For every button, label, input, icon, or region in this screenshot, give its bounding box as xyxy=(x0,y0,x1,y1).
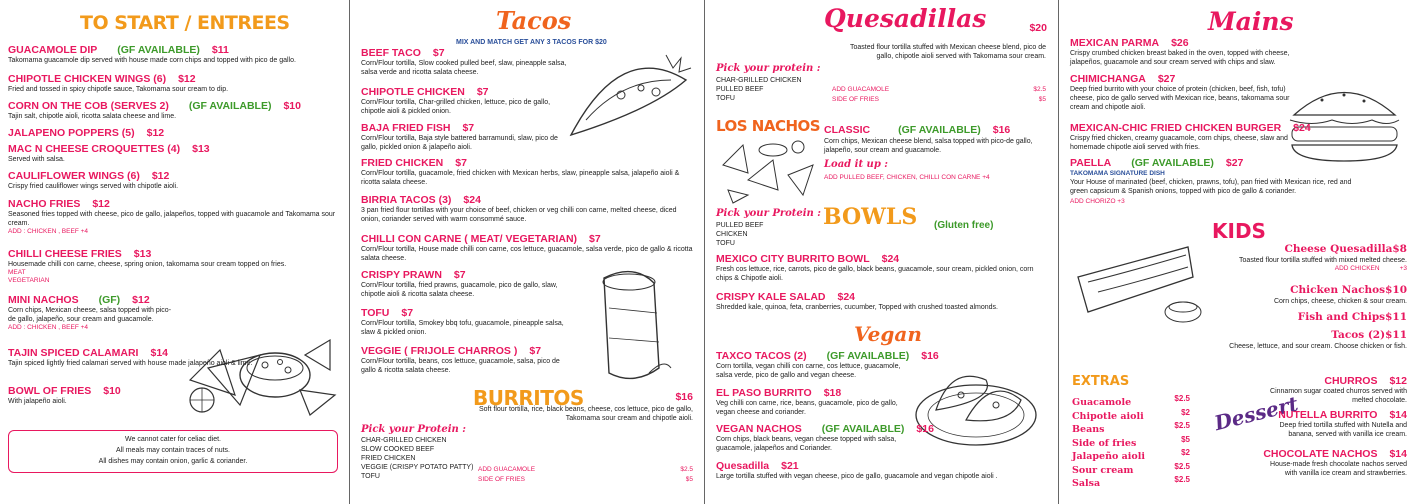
item-name: MEXICO CITY BURRITO BOWL xyxy=(716,253,870,265)
note-line: All dishes may contain onion, garlic & coriander. xyxy=(98,458,248,465)
item-name: MEXICAN-CHIC FRIED CHICKEN BURGER xyxy=(1070,122,1282,134)
item-desc: Corn/Flour tortilla, fried prawns, guacamole, pico de gallo, slaw, chipotle aioli & ricotta salata cheese. xyxy=(361,282,558,298)
item-desc: House-made fresh chocolate nachos served with vanilla ice cream and strawberries. xyxy=(1270,461,1407,477)
gf-label: (GF AVAILABLE) xyxy=(117,44,200,56)
panel-mains xyxy=(1060,0,1415,504)
item-price: $27 xyxy=(1225,157,1244,169)
item-price: $14 xyxy=(1389,409,1407,421)
item-title xyxy=(8,143,340,155)
kids-item xyxy=(1207,243,1407,273)
quesadillas-addon xyxy=(832,96,1046,104)
protein-option: SLOW COOKED BEEF xyxy=(361,446,435,453)
burritos-protein-list xyxy=(361,436,473,481)
item-desc: Tajin spiced lightly fried calamari served with house made jalapeño aioli & lime. xyxy=(8,360,253,367)
item-name: CLASSIC xyxy=(824,124,871,136)
section-title-kids: KIDS xyxy=(1212,219,1266,243)
addon-label: SIDE OF FRIES xyxy=(832,96,879,103)
item-desc: Crispy crumbed chicken breast baked in the oven, topped with cheese, jalapeños, guacamole and sour cream served with chips and slaw. xyxy=(1070,50,1290,66)
item-desc: Veg chilli con carne, rice, beans, guacamole, pico de gallo, vegan cheese and coriander. xyxy=(716,400,898,416)
item-price: $12 xyxy=(151,170,170,182)
kids-item xyxy=(1207,284,1407,306)
burritos-addon-label: ADD GUACAMOLE xyxy=(478,466,536,473)
gf-label: (GF AVAILABLE) xyxy=(821,423,905,435)
nachos-classic-name xyxy=(824,124,1010,136)
note-line: We cannot cater for celiac diet. xyxy=(125,436,221,443)
item-name: BEEF TACO xyxy=(361,47,421,59)
item-name: CAULIFLOWER WINGS (6) xyxy=(8,170,140,182)
vegan-item xyxy=(716,460,1046,481)
item-title xyxy=(8,347,340,359)
item-desc: With jalapeño aioli. xyxy=(8,398,67,405)
item-name: Fish and Chips xyxy=(1297,311,1386,323)
menu-item xyxy=(8,73,340,94)
item-price: $10 xyxy=(283,100,301,112)
section-title-quesadillas: Quesadillas xyxy=(824,4,987,33)
item-name: MINI NACHOS xyxy=(8,294,79,306)
item-title xyxy=(8,248,340,260)
item-name: JALAPENO POPPERS (5) xyxy=(8,127,135,139)
item-name: TAJIN SPICED CALAMARI xyxy=(8,347,139,359)
item-price: $18 xyxy=(823,387,842,399)
item-title xyxy=(716,253,1046,265)
protein-option: FRIED CHICKEN xyxy=(361,455,416,462)
section-title-extras: EXTRAS xyxy=(1072,374,1130,389)
menu-item xyxy=(8,143,340,164)
bowls-subtitle: (Gluten free) xyxy=(934,220,994,231)
item-addon: ADD : CHICKEN , BEEF +4 xyxy=(8,228,89,235)
vegan-plate-illustration xyxy=(911,360,1041,450)
item-desc: Corn chips, cheese, chicken & sour cream. xyxy=(1273,298,1407,305)
item-title xyxy=(716,350,939,362)
item-desc: Crispy fried chicken, creamy guacamole, corn chips, cheese, slaw and homemade chipotle aioli served with fries. xyxy=(1070,135,1288,151)
menu-item xyxy=(8,294,178,332)
item-addon xyxy=(1207,265,1407,273)
item-name: CHILLI CHEESE FRIES xyxy=(8,248,122,260)
main-item xyxy=(1070,122,1311,152)
item-title xyxy=(8,100,340,112)
item-name: MEXICAN PARMA xyxy=(1070,37,1160,49)
quesadillas-addon xyxy=(832,86,1046,94)
item-price: $7 xyxy=(432,47,445,59)
item-title xyxy=(1207,243,1407,256)
item-desc: Corn/Flour tortilla, Smokey bbq tofu, guacamole, pineapple salsa, slaw & pickled onion. xyxy=(361,320,564,336)
item-price: $11 xyxy=(1385,311,1407,323)
menu-item xyxy=(361,345,576,375)
item-title xyxy=(8,170,340,182)
item-option: MEAT xyxy=(8,269,26,276)
item-price: $12 xyxy=(132,294,150,306)
item-price: $7 xyxy=(529,345,542,357)
section-title-burritos: BURRITOS xyxy=(473,386,584,410)
bowl-item xyxy=(716,291,1046,312)
item-name: FRIED CHICKEN xyxy=(361,157,444,169)
item-price: $21 xyxy=(781,460,799,472)
addon-price: $5 xyxy=(1038,96,1046,103)
vegan-item xyxy=(716,350,939,380)
nachos-load-label: Load it up : xyxy=(824,159,888,170)
item-price: $24 xyxy=(1293,122,1311,134)
vegan-item xyxy=(716,387,906,417)
dessert-item xyxy=(1262,375,1407,405)
item-name: MAC N CHEESE CROQUETTES (4) xyxy=(8,143,181,155)
item-price: $12 xyxy=(146,127,165,139)
item-price: $12 xyxy=(178,73,196,85)
menu-item xyxy=(8,198,340,236)
menu-item xyxy=(8,100,340,121)
item-price: $11 xyxy=(211,44,229,56)
item-addon: ADD CHORIZO +3 xyxy=(1070,198,1125,205)
item-title xyxy=(361,345,576,357)
panel-divider xyxy=(704,0,705,504)
item-title xyxy=(361,307,576,319)
item-price: $16 xyxy=(992,124,1011,136)
item-desc: Cheese, lettuce, and sour cream. Choose chicken or fish. xyxy=(1229,343,1407,350)
nachos-classic-desc: Corn chips, Mexican cheese blend, salsa topped with pico-de gallo, jalapeño, sour cream and guacamole. xyxy=(824,138,1033,154)
item-name: CRISPY PRAWN xyxy=(361,269,442,281)
addon-price: $2.5 xyxy=(1033,86,1046,93)
item-name: CRISPY KALE SALAD xyxy=(716,291,826,303)
item-price: $27 xyxy=(1157,73,1176,85)
item-desc: Fried and tossed in spicy chipotle sauce, Takomama sour cream to dip. xyxy=(8,86,229,93)
item-title xyxy=(1207,311,1407,324)
item-price: $8 xyxy=(1392,243,1407,255)
item-price: $13 xyxy=(192,143,210,155)
item-price: $7 xyxy=(453,269,466,281)
gf-label: (GF AVAILABLE) xyxy=(826,350,910,362)
item-desc: Seasoned fries topped with cheese, pico de gallo, jalapeños, topped with guacamole and Takomama sour cream. xyxy=(8,211,336,227)
item-price: $13 xyxy=(133,248,152,260)
item-desc: Corn/Flour tortilla, Slow cooked pulled beef, slaw, pineapple salsa, salsa verde and ricotta salata cheese. xyxy=(361,60,567,76)
burritos-price: $16 xyxy=(675,391,693,403)
protein-option: PULLED BEEF xyxy=(716,222,764,229)
dietary-notes xyxy=(8,430,338,473)
item-price: $14 xyxy=(1389,448,1407,460)
item-price: $24 xyxy=(837,291,856,303)
item-desc: Corn/Flour tortilla, Char-grilled chicken, lettuce, pico de gallo, chipotle aioli & pickled onion. xyxy=(361,99,551,115)
panel-entrees xyxy=(0,0,348,504)
item-name: CHIMICHANGA xyxy=(1070,73,1146,85)
burger-illustration xyxy=(1282,75,1407,165)
protein-option: TOFU xyxy=(361,473,380,480)
menu-item xyxy=(361,269,576,299)
item-title xyxy=(8,385,340,397)
item-desc: Corn tortilla, vegan chilli con carne, cos lettuce, guacamole, salsa verde, pico de gallo and vegan cheese. xyxy=(716,363,901,379)
item-title xyxy=(1262,448,1407,460)
item-title xyxy=(716,387,906,399)
item-name: Quesadilla xyxy=(716,460,770,472)
item-addon: ADD : CHICKEN , BEEF +4 xyxy=(8,324,89,331)
item-name: Cheese Quesadilla xyxy=(1284,243,1393,255)
extra-price: $2.5 xyxy=(1174,421,1190,430)
extra-name: Salsa xyxy=(1072,478,1101,489)
menu-item xyxy=(361,86,576,116)
item-price: $24 xyxy=(881,253,900,265)
burrito-illustration xyxy=(589,268,674,388)
extra-item xyxy=(1072,473,1190,491)
burritos-addon-price: $5 xyxy=(685,476,693,483)
dessert-item xyxy=(1262,448,1407,478)
item-desc: Crispy fried cauliflower wings served with chipotle aioli. xyxy=(8,183,179,190)
item-price: $7 xyxy=(455,157,467,169)
main-item xyxy=(1070,73,1295,112)
protein-option: TOFU xyxy=(716,95,735,102)
item-title xyxy=(361,194,696,206)
quesadillas-desc: Toasted flour tortilla stuffed with Mexican cheese blend, pico de gallo, chipotle aioli served with Takomama sour cream. xyxy=(850,44,1046,60)
quesadillas-protein-label: Pick your protein : xyxy=(716,63,821,74)
item-name: TAXCO TACOS (2) xyxy=(716,350,807,362)
item-desc: Cinnamon sugar coated churros served with melted chocolate. xyxy=(1270,388,1407,404)
item-price: $16 xyxy=(921,350,939,362)
item-name: EL PASO BURRITO xyxy=(716,387,812,399)
item-name: Chicken Nachos xyxy=(1290,284,1386,296)
gf-label: (GF AVAILABLE) xyxy=(1131,157,1214,169)
item-desc: Corn/Flour tortilla, Baja style battered barramundi, slaw, pico de gallo, pickled onion & jalapeño aioli. xyxy=(361,135,558,151)
protein-option: TOFU xyxy=(716,240,735,247)
item-price: $12 xyxy=(92,198,110,210)
item-desc: Corn chips, black beans, vegan cheese topped with salsa, guacamole, jalapeños and Coriander. xyxy=(716,436,897,452)
menu-item xyxy=(8,347,340,368)
item-price: $7 xyxy=(589,233,601,245)
quesadillas-price: $20 xyxy=(1029,22,1047,34)
item-title xyxy=(8,294,178,306)
item-price: $7 xyxy=(476,86,489,98)
menu-item xyxy=(361,307,576,337)
panel-divider xyxy=(1058,0,1059,504)
item-title xyxy=(8,127,340,139)
item-name: VEGAN NACHOS xyxy=(716,423,802,435)
item-desc: Tajin salt, chipotle aioli, ricotta salata cheese and lime. xyxy=(8,113,177,120)
item-title xyxy=(1070,73,1295,85)
signature-label: TAKOMAMA SIGNATURE DISH xyxy=(1070,170,1165,177)
menu-item xyxy=(361,157,696,187)
item-price: $7 xyxy=(401,307,414,319)
protein-option: CHAR-GRILLED CHICKEN xyxy=(716,77,802,84)
item-title xyxy=(716,460,1046,472)
section-title-dessert: Dessert xyxy=(1212,391,1301,436)
item-desc: Your House of marinated (beef, chicken, prawns, tofu), pan fried with Mexican rice, red and green capsicum & Spanish onions, topped with pico de gallo & coriander. xyxy=(1070,179,1352,195)
item-price: $24 xyxy=(463,194,481,206)
item-name: BOWL OF FRIES xyxy=(8,385,92,397)
protein-option: CHICKEN xyxy=(716,231,748,238)
item-title xyxy=(361,122,576,134)
item-desc: Served with salsa. xyxy=(8,156,65,163)
item-name: NUTELLA BURRITO xyxy=(1278,409,1378,421)
item-price: $12 xyxy=(1389,375,1407,387)
section-title-bowls: BOWLS xyxy=(823,204,918,230)
item-title xyxy=(1070,122,1311,134)
item-title xyxy=(1207,329,1407,342)
gf-label: (GF) xyxy=(98,294,121,306)
extra-price: $2 xyxy=(1181,407,1190,417)
addon-label: ADD CHICKEN xyxy=(1334,265,1380,272)
section-title-tacos: Tacos xyxy=(496,6,572,35)
item-price: $26 xyxy=(1171,37,1189,49)
protein-option: CHAR-GRILLED CHICKEN xyxy=(361,437,447,444)
extra-name: Sour cream xyxy=(1072,464,1134,476)
item-desc: Housemade chilli con carne, cheese, spring onion, takomama sour cream topped on fries. xyxy=(8,261,287,268)
panel-tacos xyxy=(351,0,703,504)
gf-label: (GF AVAILABLE) xyxy=(898,124,981,136)
item-name: CHOCOLATE NACHOS xyxy=(1263,448,1378,460)
menu-item xyxy=(361,122,576,152)
extra-name: Guacamole xyxy=(1072,397,1132,408)
burritos-desc: Soft flour tortilla, rice, black beans, cheese, cos lettuce, pico de gallo, Takomama sour cream and chipotle aioli. xyxy=(478,406,693,422)
protein-option: PULLED BEEF xyxy=(716,86,764,93)
menu-item xyxy=(361,233,696,263)
item-price: $14 xyxy=(150,347,169,359)
item-desc: Deep fried burrito with your choice of protein (chicken, beef, fish, tofu) cheese, pico de gallo served with Mexican rice, beans, takomama sour cream and chipotle aioli. xyxy=(1070,86,1290,111)
bowl-item xyxy=(716,253,1046,283)
item-title xyxy=(361,47,576,59)
item-title xyxy=(361,157,696,169)
menu-item xyxy=(361,194,696,224)
protein-option: VEGGIE (CRISPY POTATO PATTY) xyxy=(361,464,474,471)
item-desc: Corn/Flour tortilla, beans, cos lettuce, guacamole, salsa, pico de gallo & ricotta salata cheese. xyxy=(361,358,560,374)
item-price: $11 xyxy=(1385,329,1407,341)
item-price: $16 xyxy=(916,423,934,435)
main-item xyxy=(1070,157,1355,206)
item-title xyxy=(361,86,576,98)
bowls-protein-label: Pick your Protein : xyxy=(716,208,821,219)
extra-price: $2.5 xyxy=(1174,394,1190,403)
item-desc: 3 pan fried flour tortillas with your choice of beef, chicken or veg chilli con carne, melted cheese, diced onion, coriander served with warm consommé sauce. xyxy=(361,207,677,223)
extra-price: $2.5 xyxy=(1174,461,1190,471)
addon-label: ADD GUACAMOLE xyxy=(832,86,890,93)
menu-item xyxy=(361,47,576,77)
bowls-protein-list xyxy=(716,221,763,248)
main-item xyxy=(1070,37,1295,67)
taco-illustration xyxy=(561,50,696,150)
item-desc: Toasted flour tortilla stuffed with mixed melted cheese. xyxy=(1239,257,1407,264)
item-name: VEGGIE ( FRIJOLE CHARROS ) xyxy=(361,345,518,357)
burritos-addon-price: $2.5 xyxy=(680,466,693,473)
item-name: CORN ON THE COB (SERVES 2) xyxy=(8,100,169,112)
item-title xyxy=(1070,37,1295,49)
dessert-item xyxy=(1262,409,1407,439)
item-name: CHIPOTLE CHICKEN WINGS (6) xyxy=(8,73,167,85)
item-price: $7 xyxy=(462,122,475,134)
extra-price: $2 xyxy=(1181,448,1190,457)
item-name: GUACAMOLE DIP xyxy=(8,44,98,56)
item-title xyxy=(716,291,1046,303)
item-desc: Large tortilla stuffed with vegan cheese, pico de gallo, guacamole and vegan chipotle aioli . xyxy=(716,473,998,480)
addon-price: +3 xyxy=(1399,265,1407,272)
item-desc: Corn/Flour tortilla, House made chilli con carne, cos lettuce, guacamole, salsa verde, pico de gallo & ricotta salata cheese. xyxy=(361,246,693,262)
item-price: $10 xyxy=(1385,284,1407,296)
item-title xyxy=(8,198,340,210)
menu-item xyxy=(8,44,340,65)
item-title xyxy=(1207,284,1407,297)
item-title xyxy=(8,73,340,85)
item-desc: Deep fried tortilla stuffed with Nutella and banana, served with vanilla ice cream. xyxy=(1279,422,1407,438)
item-title xyxy=(1070,157,1355,169)
item-desc: Corn chips, Mexican cheese, salsa topped with pico-de gallo, jalapeño, sour cream and guacamole. xyxy=(8,307,172,323)
section-title-vegan: Vegan xyxy=(854,322,922,346)
extra-name: Jalapeño aioli xyxy=(1072,451,1145,462)
burritos-addon xyxy=(478,466,693,474)
gf-label: (GF AVAILABLE) xyxy=(188,100,272,112)
quesadillas-protein-list xyxy=(716,76,802,103)
item-price: $10 xyxy=(103,385,121,397)
panel-divider xyxy=(349,0,350,504)
extra-name: Chipotle aioli xyxy=(1072,410,1144,422)
section-title-nachos: LOS NACHOS xyxy=(716,117,821,135)
item-desc: Corn/Flour tortilla, guacamole, fried chicken with Mexican herbs, slaw, pineapple salsa, jalapeño aioli & ricotta salata cheese. xyxy=(361,170,680,186)
item-desc: Fresh cos lettuce, rice, carrots, pico de gallo, black beans, guacamole, sour cream, pickled onion, corn chips & Chipotle aioli. xyxy=(716,266,1034,282)
item-title xyxy=(361,233,696,245)
kids-burrito-illustration xyxy=(1068,237,1203,327)
extra-name: Beans xyxy=(1072,424,1105,435)
extra-name: Side of fries xyxy=(1072,437,1137,449)
item-name: BIRRIA TACOS (3) xyxy=(361,194,452,206)
burritos-protein-label: Pick your Protein : xyxy=(361,424,466,435)
note-line: All meals may contain traces of nuts. xyxy=(116,447,230,454)
kids-item xyxy=(1207,311,1407,324)
item-title xyxy=(1262,375,1407,387)
menu-item xyxy=(8,385,340,406)
item-title xyxy=(8,44,340,56)
burritos-addon-label: SIDE OF FRIES xyxy=(478,476,525,483)
item-desc: Takomama guacamole dip served with house made corn chips and topped with pico de gallo. xyxy=(8,57,296,64)
item-title xyxy=(1262,409,1407,421)
item-name: NACHO FRIES xyxy=(8,198,81,210)
section-title-mains: Mains xyxy=(1208,7,1294,36)
kids-item xyxy=(1207,329,1407,351)
item-option: VEGETARIAN xyxy=(8,277,50,284)
tacos-subtitle: MIX AND MATCH GET ANY 3 TACOS FOR $20 xyxy=(456,39,607,46)
item-name: PAELLA xyxy=(1070,157,1112,169)
item-title xyxy=(361,269,576,281)
extra-price: $5 xyxy=(1181,434,1190,444)
menu-item xyxy=(8,170,340,191)
section-title-entrees: TO START / ENTREES xyxy=(80,12,290,34)
nachos-chips-illustration xyxy=(718,135,823,205)
menu-item xyxy=(8,127,340,139)
nachos-load-add: ADD PULLED BEEF, CHICKEN, CHILLI CON CARNE +4 xyxy=(824,174,990,181)
menu-item xyxy=(8,248,340,285)
panel-quesadillas xyxy=(706,0,1057,504)
burritos-addon xyxy=(478,476,693,484)
item-name: TOFU xyxy=(361,307,390,319)
item-name: CHURROS xyxy=(1324,375,1378,387)
item-name: BAJA FRIED FISH xyxy=(361,122,451,134)
item-desc: Shredded kale, quinoa, feta, cranberries, cucumber, Topped with crushed toasted almonds. xyxy=(716,304,998,311)
item-name: CHIPOTLE CHICKEN xyxy=(361,86,465,98)
extra-price: $2.5 xyxy=(1174,475,1190,484)
item-title xyxy=(716,423,934,435)
vegan-item xyxy=(716,423,934,453)
item-name: CHILLI CON CARNE ( MEAT/ VEGETARIAN) xyxy=(361,233,578,245)
item-name: Tacos (2) xyxy=(1331,329,1386,341)
